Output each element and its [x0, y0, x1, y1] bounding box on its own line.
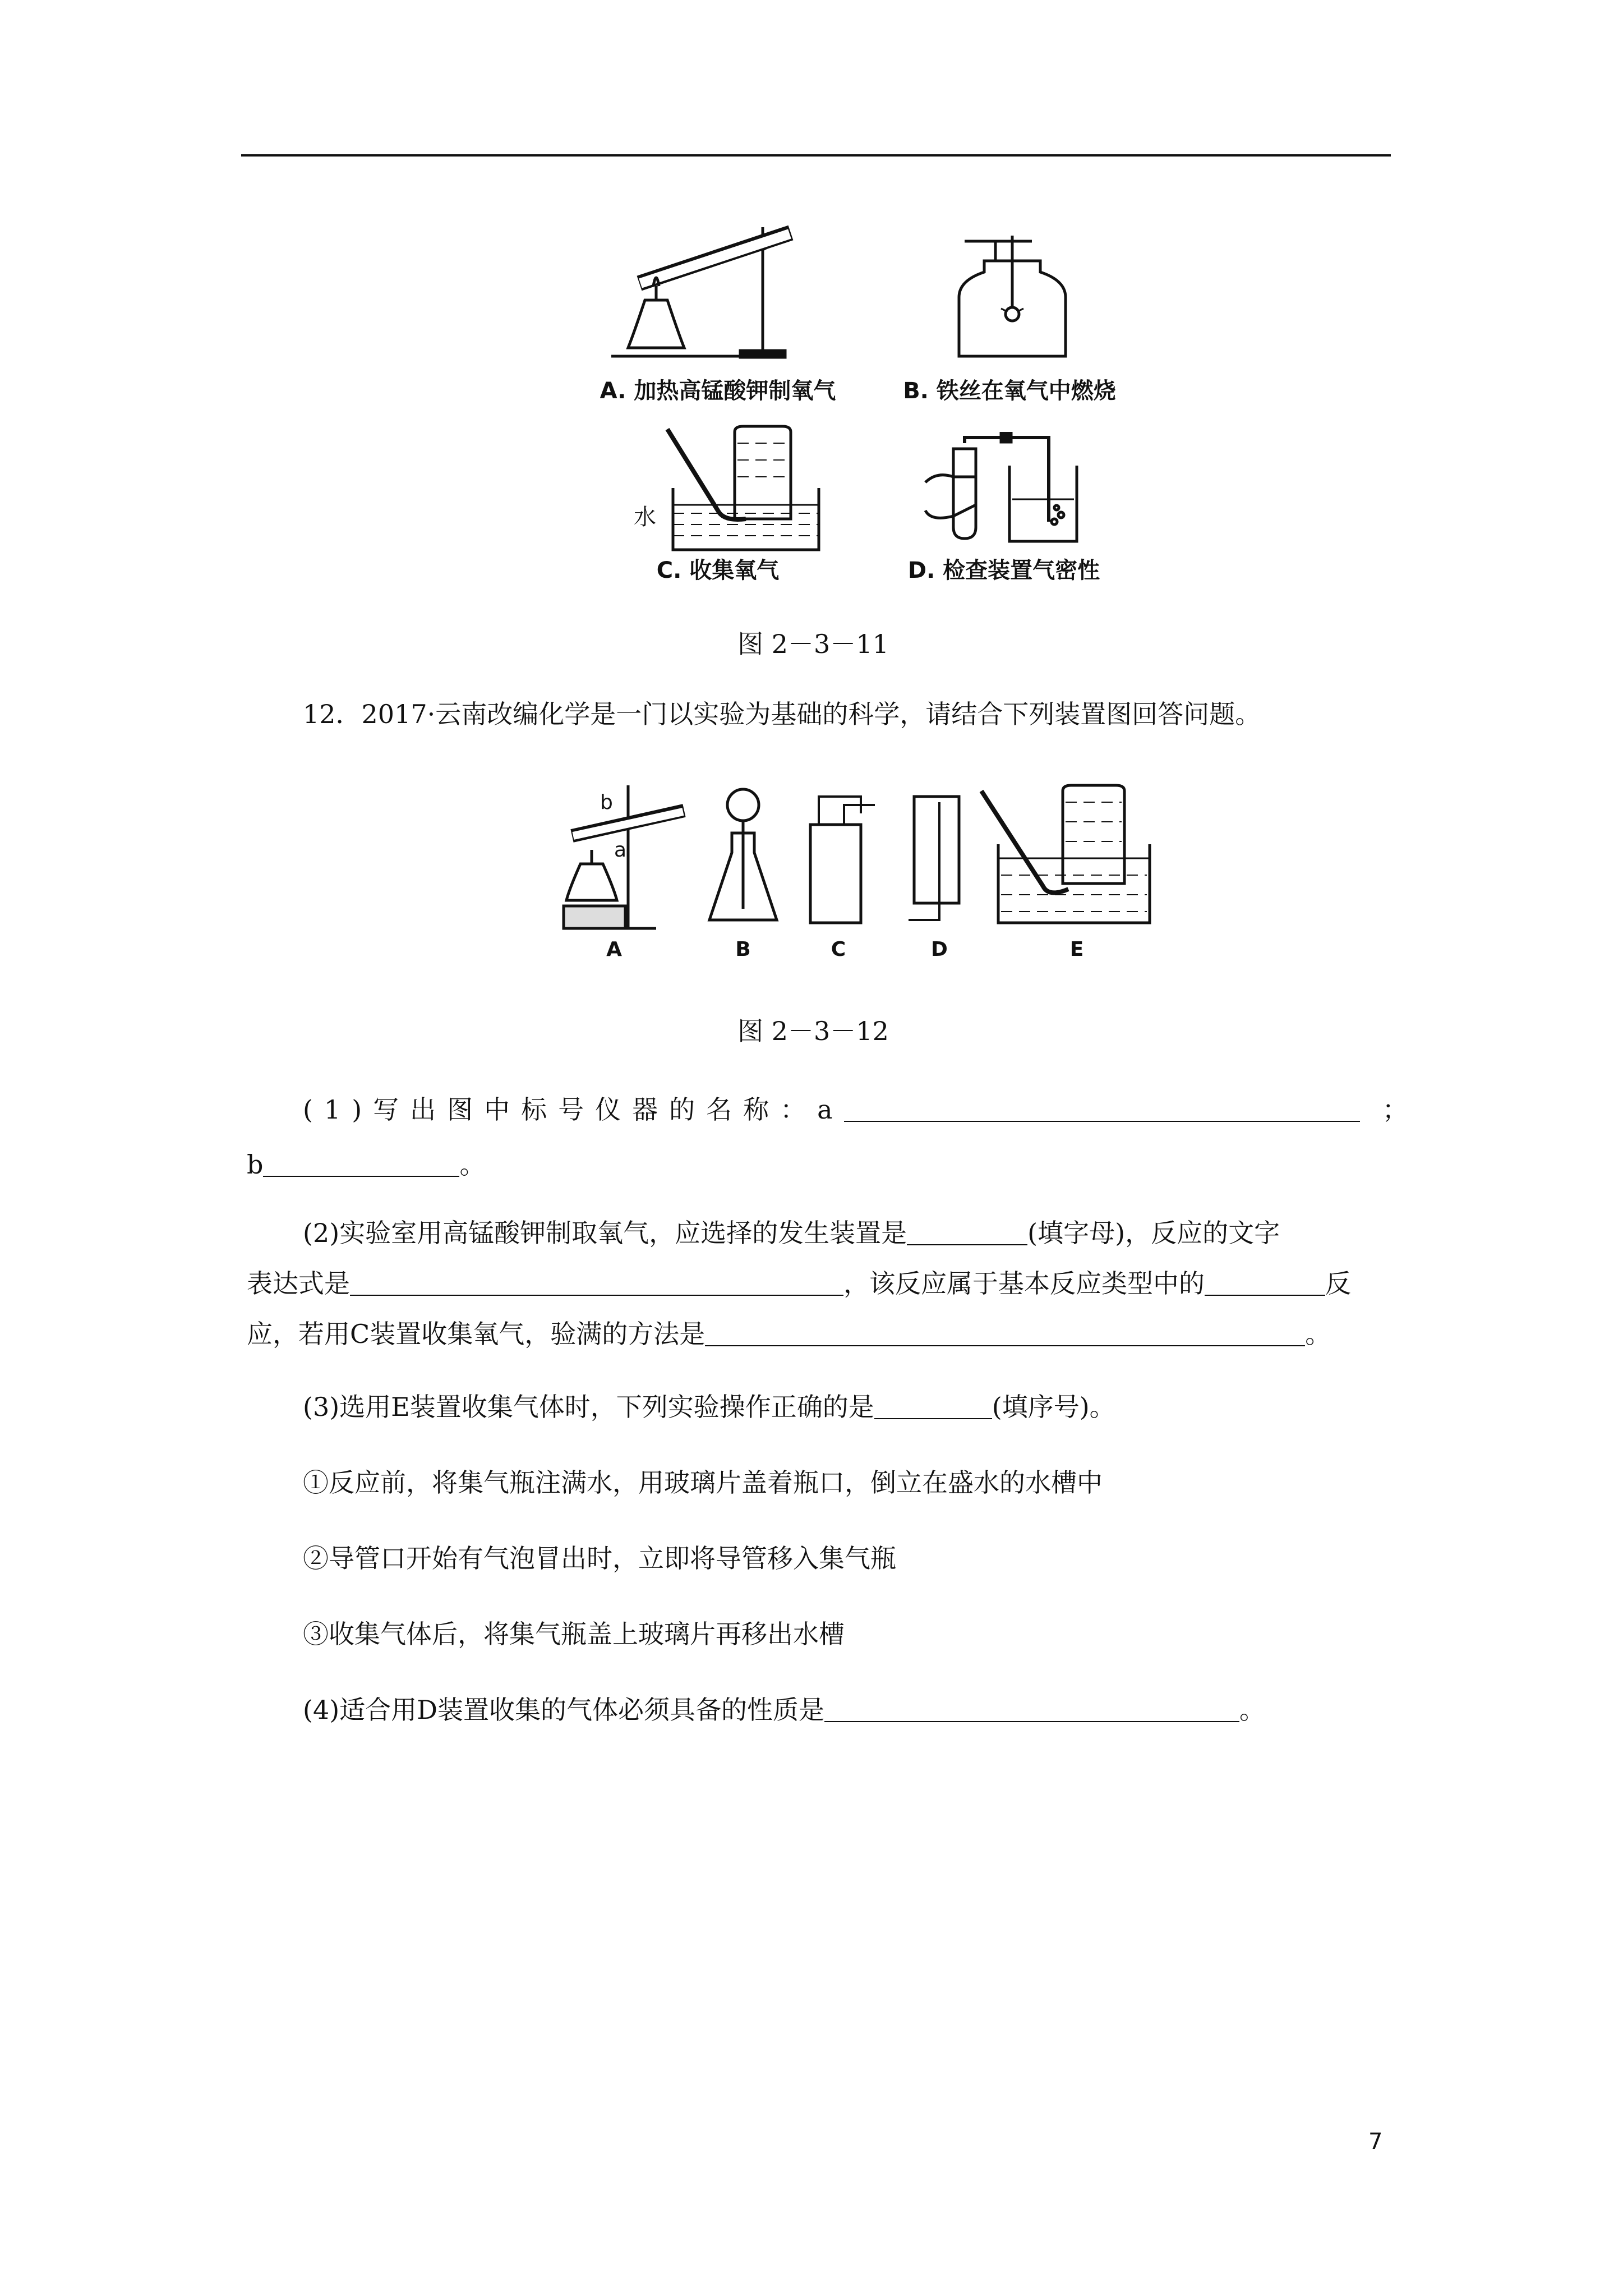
caption-d: D. 检查装置气密性 [907, 558, 1100, 583]
figure-12-label-c: C [831, 938, 846, 961]
part-3-line [303, 1380, 1447, 1434]
part-1-b-label: b [247, 1149, 264, 1180]
answer-blank-equation[interactable] [350, 1270, 843, 1296]
mark-b: b [600, 791, 613, 814]
answer-blank-reaction-type[interactable] [1205, 1270, 1325, 1296]
part-2-line-2 [247, 1257, 1391, 1310]
apparatus-a-heating-kmno4 [600, 216, 836, 367]
apparatus-c-collect-oxygen [662, 421, 830, 555]
part-2-type-prompt: ，该反应属于基本反应类型中的 [843, 1268, 1205, 1299]
option-1: ①反应前，将集气瓶注满水，用玻璃片盖着瓶口，倒立在盛水的水槽中 [303, 1467, 1103, 1498]
part-3-prompt: (3)选用E装置收集气体时，下列实验操作正确的是 [303, 1392, 874, 1422]
part-2-line-3 [247, 1307, 1391, 1361]
part-3-hint: (填序号)。 [992, 1392, 1115, 1422]
figure-12-label-a: A [606, 938, 622, 961]
answer-blank-a[interactable] [844, 1096, 1360, 1122]
part-4-prompt: (4)适合用D装置收集的气体必须具备的性质是 [303, 1695, 825, 1725]
answer-blank-b[interactable] [263, 1151, 459, 1177]
option-3: ③收集气体后，将集气瓶盖上玻璃片再移出水槽 [303, 1619, 845, 1649]
part-2-prompt: (2)实验室用高锰酸钾制取氧气，应选择的发生装置是 [303, 1218, 907, 1248]
page-number: 7 [1368, 2129, 1383, 2155]
water-label: 水 [634, 504, 656, 530]
figure-12-label-d: D [931, 938, 948, 961]
figure-11-title: 图 2－3－11 [737, 629, 889, 659]
answer-blank-check-method[interactable] [705, 1320, 1305, 1346]
part-1-prompt: (1)写出图中标号仪器的名称：a [303, 1094, 844, 1125]
caption-b: B. 铁丝在氧气中燃烧 [903, 378, 1116, 404]
figure-12-label-b: B [735, 938, 751, 961]
part-2-type-suffix: 反 [1325, 1268, 1351, 1299]
question-12-stem: 12．2017·云南改编化学是一门以实验为基础的科学，请结合下列装置图回答问题。 [303, 699, 1261, 729]
header-rule [241, 154, 1391, 157]
part-1-end: 。 [459, 1149, 486, 1180]
apparatus-b-iron-wire-burning [953, 230, 1071, 365]
answer-blank-generator[interactable] [907, 1220, 1027, 1245]
part-4-line [303, 1683, 1447, 1737]
apparatus-d-check-airtightness [920, 432, 1088, 550]
caption-a: A. 加热高锰酸钾制氧气 [600, 378, 836, 404]
figure-12-apparatus [555, 780, 1155, 937]
option-2: ②导管口开始有气泡冒出时，立即将导管移入集气瓶 [303, 1543, 896, 1573]
part-2-line-1 [303, 1206, 1447, 1260]
figure-12-title: 图 2－3－12 [737, 1016, 889, 1046]
part-1-line-1 [303, 1083, 1447, 1137]
answer-blank-operation[interactable] [874, 1393, 992, 1419]
mark-a: a [614, 839, 627, 862]
caption-c: C. 收集氧气 [656, 558, 780, 583]
part-2-check-prompt: 应，若用C装置收集氧气，验满的方法是 [247, 1319, 706, 1349]
part-4-end: 。 [1239, 1695, 1266, 1725]
answer-blank-property[interactable] [824, 1696, 1239, 1722]
figure-12-label-e: E [1069, 938, 1084, 961]
part-2-end: 。 [1305, 1319, 1331, 1349]
part-1-line-2 [247, 1138, 1391, 1191]
part-1-semicolon: ； [1382, 1094, 1408, 1125]
part-2-equation-label: 表达式是 [247, 1268, 350, 1299]
part-2-hint: (填字母)，反应的文字 [1027, 1218, 1280, 1248]
